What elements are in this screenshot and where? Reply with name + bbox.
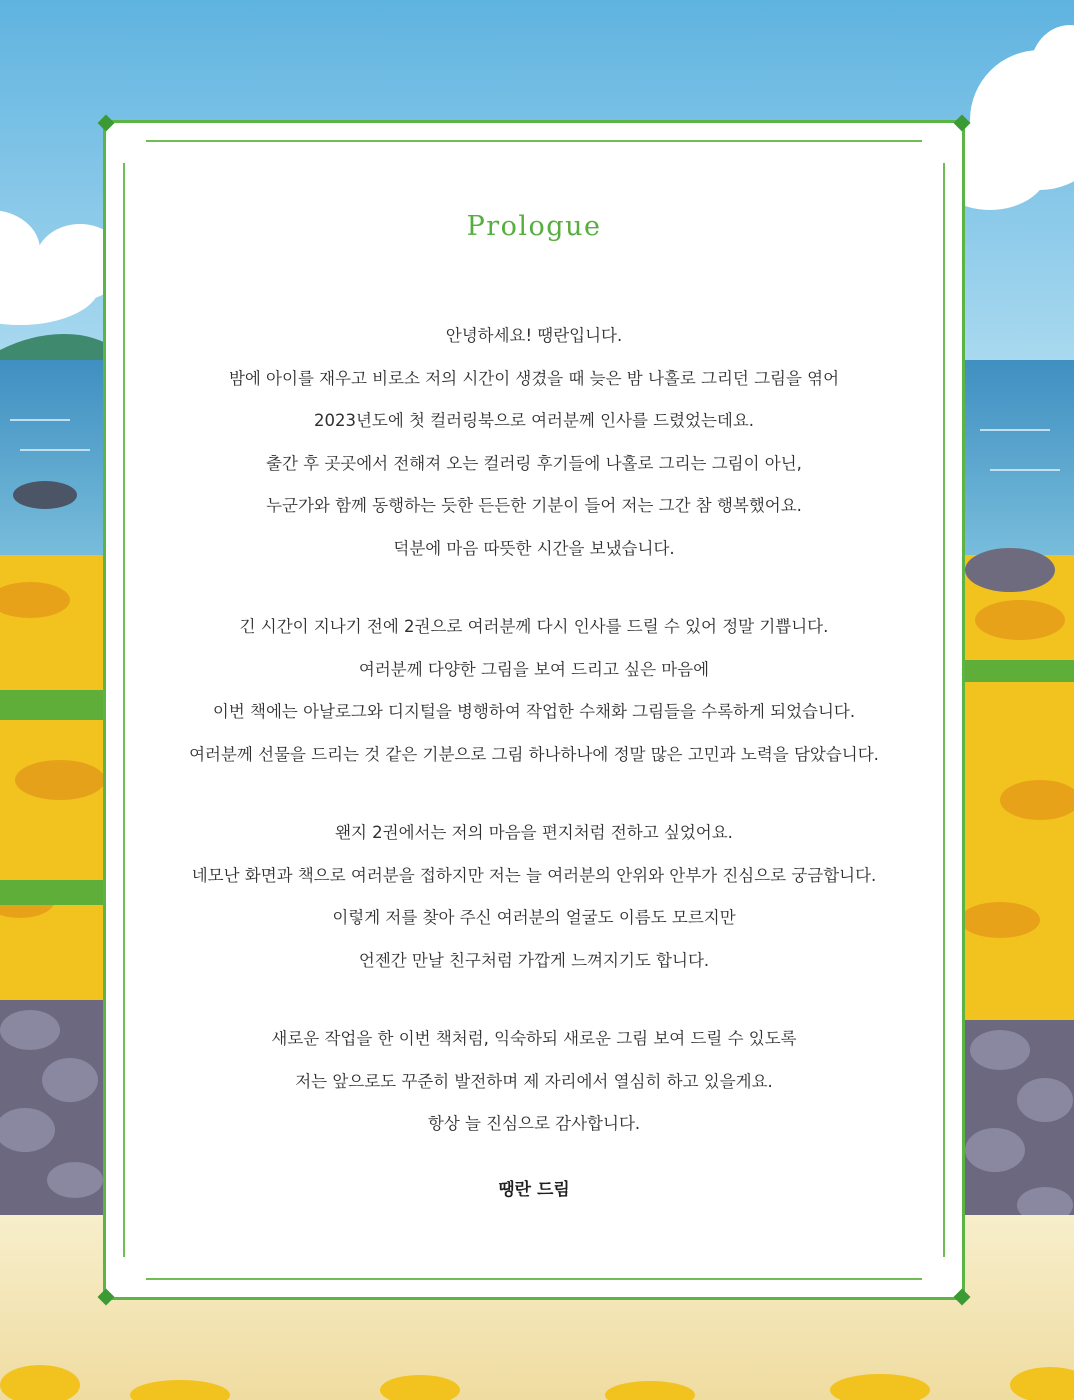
body-line: 안녕하세요! 땡란입니다.: [445, 326, 623, 345]
field-rock: [965, 548, 1055, 592]
paragraph-3: [126, 812, 942, 982]
body-line: 여러분께 다양한 그림을 보여 드리고 싶은 마음에: [358, 659, 710, 679]
body-line: 이번 책에는 아날로그와 디지털을 병행하여 작업한 수채화 그림들을 수록하게 되었습니다.: [212, 702, 856, 721]
paragraph-2: [126, 606, 942, 776]
body-line: 이렇게 저를 찾아 주신 여러분의 얼굴도 이름도 모르지만: [332, 908, 736, 927]
body-line: 누군가와 함께 동행하는 듯한 든든한 기분이 들어 저는 그간 참 행복했어요.: [266, 496, 802, 515]
frame-inner-line-right: [943, 163, 945, 1257]
body-line: 여러분께 선물을 드리는 것 같은 기분으로 그림 하나하나에 정말 많은 고민과 노력을 담았습니다.: [189, 744, 879, 764]
body-line: 밤에 아이를 재우고 비로소 저의 시간이 생겼을 때 늦은 밤 나홀로 그리던 그림을 엮어: [228, 368, 840, 388]
paragraph-1: [126, 315, 942, 570]
body-line: 2023년도에 첫 컬러링북으로 여러분께 인사를 드렸었는데요.: [313, 411, 755, 430]
page-title: Prologue: [466, 211, 602, 242]
body-line: 항상 늘 진심으로 감사합니다.: [427, 1114, 641, 1133]
body-line: 긴 시간이 지나기 전에 2권으로 여러분께 다시 인사를 드릴 수 있어 정말 기쁩니다.: [239, 617, 829, 636]
body-line: 출간 후 곳곳에서 전해져 오는 컬러링 후기들에 나홀로 그리는 그림이 아닌,: [266, 453, 802, 473]
letter-frame: [103, 120, 965, 1300]
frame-inner-line-bottom: [146, 1278, 922, 1280]
sea-rock: [13, 481, 77, 509]
frame-inner-line-top: [146, 140, 922, 142]
body-line: 왠지 2권에서는 저의 마음을 편지처럼 전하고 싶었어요.: [335, 823, 733, 842]
body-line: 네모난 화면과 책으로 여러분을 접하지만 저는 늘 여러분의 안위와 안부가 진심으로 궁금합니다.: [191, 865, 877, 885]
paragraph-4: [126, 1018, 942, 1146]
frame-inner-line-left: [123, 163, 125, 1257]
body-line: 새로운 작업을 한 이번 책처럼, 익숙하되 새로운 그림 보여 드릴 수 있도록: [271, 1029, 797, 1048]
letter-body: [126, 315, 942, 1182]
signature: 땡란 드림: [498, 1180, 570, 1200]
body-line: 언젠간 만날 친구처럼 가깝게 느껴지기도 합니다.: [358, 950, 710, 970]
body-line: 덕분에 마음 따뜻한 시간을 보냈습니다.: [393, 538, 675, 558]
body-line: 저는 앞으로도 꾸준히 발전하며 제 자리에서 열심히 하고 있을게요.: [295, 1071, 773, 1091]
